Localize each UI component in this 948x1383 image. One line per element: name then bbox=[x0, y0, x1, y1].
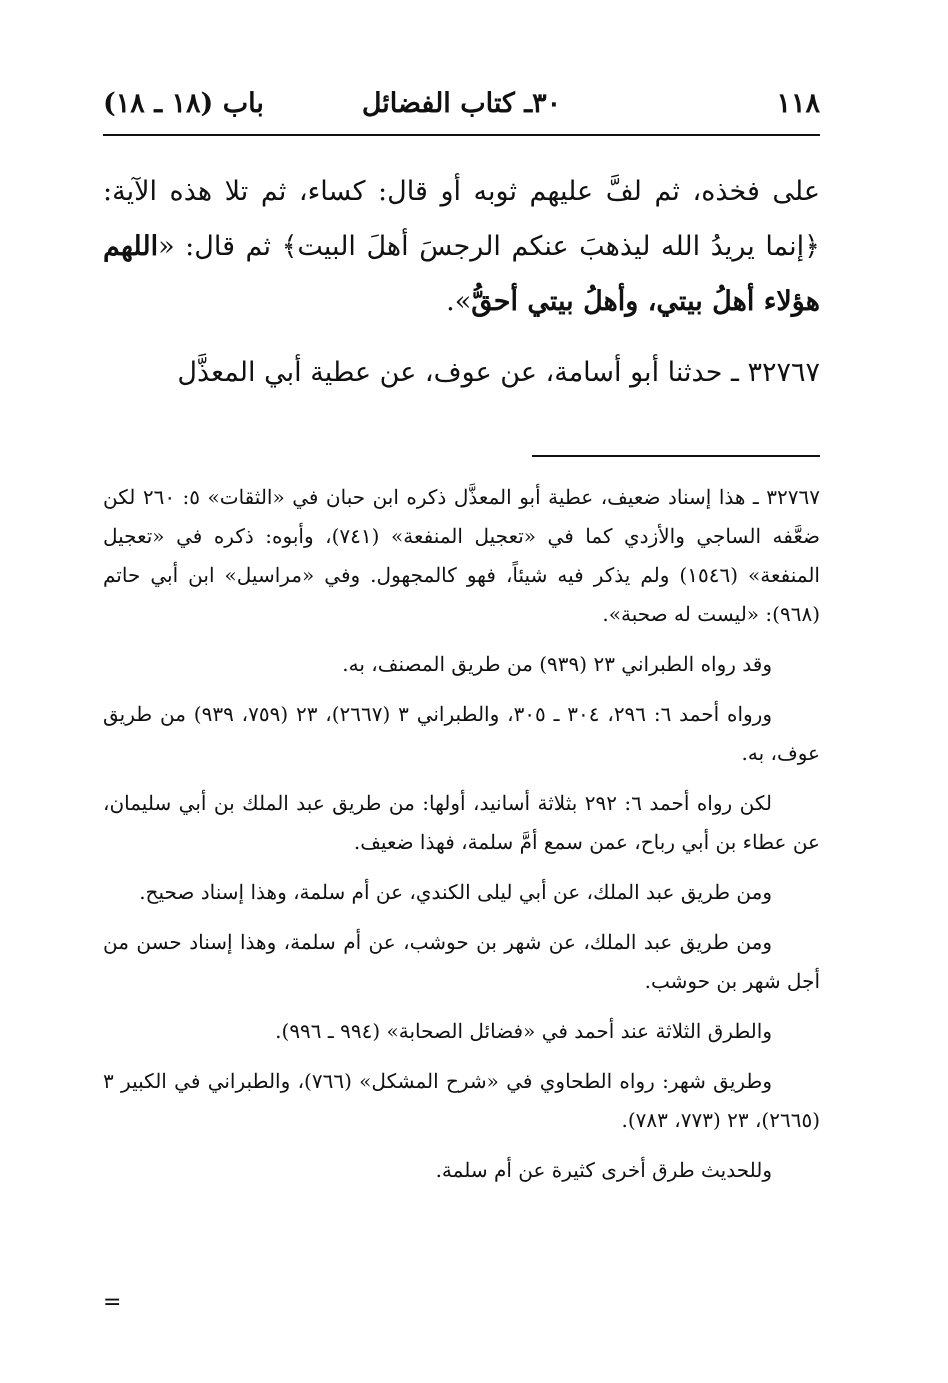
book-title: ٣٠ـ كتاب الفضائل bbox=[361, 88, 562, 119]
footnote-paragraph: ٣٢٧٦٧ ـ هذا إسناد ضعيف، عطية أبو المعذَّل ذكره ابن حبان في «الثقات» ٥: ٢٦٠ لكن ضعَّفه الساجي والأزدي كما في «تعجيل المنفعة» (٧٤١)، وأبوه: ذكره في «تعجيل المنفعة» (١٥٤٦) ولم يذكر فيه شيئاً، فهو كالمجهول. وفي «مراسيل» ابن أبي حاتم (٩٦٨): «ليست له صحبة». bbox=[103, 485, 820, 626]
footnotes bbox=[103, 478, 820, 1201]
main-text-run-end: ». bbox=[446, 286, 472, 317]
footnote-paragraph: وطريق شهر: رواه الطحاوي في «شرح المشكل» (٧٦٦)، والطبراني في الكبير ٣ (٢٦٦٥)، ٢٣ (٧٧٣، ٧٨٣). bbox=[103, 1069, 820, 1132]
footnote-paragraph: ورواه أحمد ٦: ٢٩٦، ٣٠٤ ـ ٣٠٥، والطبراني ٣ (٢٦٦٧)، ٢٣ (٧٥٩، ٩٣٩) من طريق عوف، به. bbox=[103, 702, 820, 765]
footnote-paragraph: والطرق الثلاثة عند أحمد في «فضائل الصحابة» (٩٩٤ ـ ٩٩٦). bbox=[275, 1019, 772, 1043]
continuation-mark: = bbox=[103, 1290, 122, 1315]
footnote-paragraph: لكن رواه أحمد ٦: ٢٩٢ بثلاثة أسانيد، أولها: من طريق عبد الملك بن أبي سليمان، عن عطاء بن أبي رباح، عمن سمع أمَّ سلمة، فهذا ضعيف. bbox=[103, 791, 820, 854]
main-paragraph bbox=[103, 164, 820, 329]
footnote-paragraph: وقد رواه الطبراني ٢٣ (٩٣٩) من طريق المصنف، به. bbox=[342, 652, 772, 676]
footnote-rule bbox=[532, 455, 820, 457]
footnote-paragraph: ومن طريق عبد الملك، عن أبي ليلى الكندي، عن أم سلمة، وهذا إسناد صحيح. bbox=[139, 880, 772, 904]
main-text-run: على فخذه، ثم لفَّ عليهم ثوبه أو قال: كساء، ثم تلا هذه الآية: ﴿إنما يريدُ الله ليذهبَ عنكم الرجسَ أهلَ البيت﴾ ثم قال: « bbox=[103, 176, 820, 262]
footnote-paragraph: ومن طريق عبد الملك، عن شهر بن حوشب، عن أم سلمة، وهذا إسناد حسن من أجل شهر بن حوشب. bbox=[103, 930, 820, 993]
main-text-bold-quote: اللهم هؤلاء أهلُ بيتي، وأهلُ بيتي أحقُّ bbox=[103, 231, 820, 317]
chapter-label: باب (١٨ ـ ١٨) bbox=[103, 88, 264, 119]
main-text bbox=[103, 164, 820, 400]
hadith-isnad: ٣٢٧٦٧ ـ حدثنا أبو أسامة، عن عوف، عن عطية أبي المعذَّل bbox=[177, 357, 820, 388]
header-rule bbox=[103, 134, 820, 136]
page-number: ١١٨ bbox=[776, 88, 820, 119]
running-header bbox=[103, 88, 820, 130]
footnote-paragraph: وللحديث طرق أخرى كثيرة عن أم سلمة. bbox=[435, 1158, 772, 1182]
